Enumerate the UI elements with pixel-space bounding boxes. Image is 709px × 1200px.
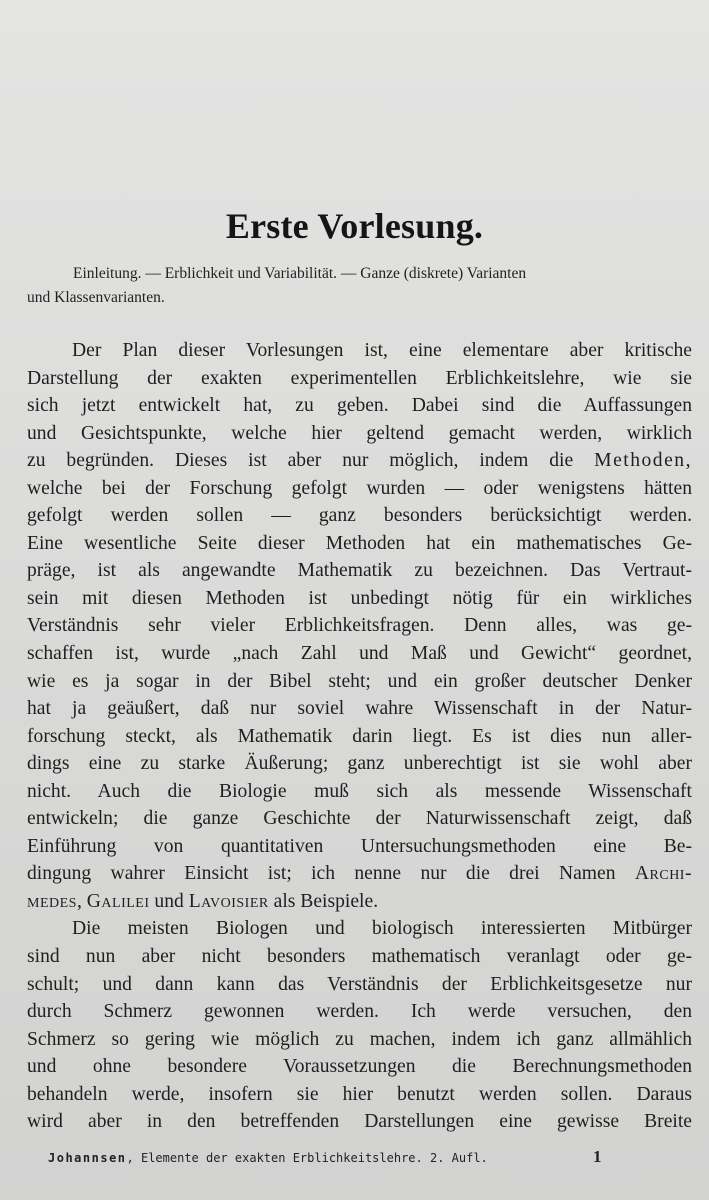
text-line: Der Plan dieser Vorlesungen ist, eine elementare aber kritische — [72, 340, 692, 361]
summary-line: und Klassenvarianten. — [27, 289, 165, 306]
text-fragment: , — [76, 890, 82, 912]
body-text — [27, 337, 692, 1136]
footer-signature — [48, 1151, 488, 1165]
chapter-summary — [27, 262, 691, 310]
footer-book-title: , Elemente der exakten Erblichkeitslehre. 2. Aufl. — [126, 1151, 488, 1165]
text-line: und ohne besondere Voraussetzungen die Berechnungsmethoden — [27, 1056, 692, 1078]
summary-line: Einleitung. — Erblichkeit und Variabilität. — Ganze (diskrete) Varianten — [73, 265, 527, 282]
text-fragment: dingung wahrer Einsicht ist; ich nenne nur die drei Namen — [27, 863, 616, 885]
text-line: und Gesichtspunkte, welche hier geltend gemacht werden, wirklich — [27, 422, 692, 444]
text-line: Einführung von quantitativen Untersuchungsmethoden eine Be- — [27, 835, 692, 857]
text-line: präge, ist als angewandte Mathematik zu bezeichnen. Das Vertraut- — [27, 560, 692, 582]
name-archimedes-part2: medes — [27, 890, 77, 912]
spaced-emphasis: Methoden, — [594, 450, 692, 472]
text-line — [27, 888, 692, 916]
paragraph-2 — [27, 915, 692, 1135]
text-line: schult; und dann kann das Verständnis der Erblichkeitsgesetze nur — [27, 973, 692, 995]
text-line: entwickeln; die ganze Geschichte der Naturwissenschaft zeigt, daß — [27, 808, 692, 830]
text-line: Schmerz so gering wie möglich zu machen, indem ich ganz allmählich — [27, 1028, 692, 1050]
text-line: welche bei der Forschung gefolgt wurden — oder wenigstens hätten — [27, 477, 692, 499]
text-line: gefolgt werden sollen — ganz besonders berücksichtigt werden. — [27, 505, 692, 527]
text-line: wird aber in den betreffenden Darstellungen eine gewisse Breite — [27, 1111, 692, 1133]
paragraph-1 — [27, 337, 692, 915]
name-lavoisier: Lavoisier — [188, 890, 269, 912]
text-line — [27, 860, 692, 888]
name-archimedes-part1: Archi- — [634, 863, 692, 885]
text-line: forschung steckt, als Mathematik darin liegt. Es ist dies nun aller- — [27, 725, 692, 747]
text-line: Darstellung der exakten experimentellen Erblichkeitslehre, wie sie — [27, 367, 692, 389]
text-fragment: und — [154, 890, 184, 912]
text-line: durch Schmerz gewonnen werden. Ich werde versuchen, den — [27, 1001, 692, 1023]
name-galilei: Galilei — [86, 890, 150, 912]
text-fragment: als Beispiele. — [273, 890, 379, 912]
text-line: sich jetzt entwickelt hat, zu geben. Dabei sind die Auffassungen — [27, 395, 692, 417]
footer-author: Johannsen — [48, 1151, 127, 1165]
text-line: schaffen ist, wurde „nach Zahl und Maß und Gewicht“ geordnet, — [27, 643, 692, 665]
text-line: wie es ja sogar in der Bibel steht; und ein großer deutscher Denker — [27, 670, 692, 692]
text-line: Die meisten Biologen und biologisch interessierten Mitbürger — [72, 918, 692, 940]
text-line — [27, 447, 692, 475]
text-fragment: zu begründen. Dieses ist aber nur möglich, indem die — [27, 450, 574, 472]
text-line: Eine wesentliche Seite dieser Methoden hat ein mathematisches Ge- — [27, 532, 692, 554]
text-line: nicht. Auch die Biologie muß sich als messende Wissenschaft — [27, 780, 692, 802]
text-line: sein mit diesen Methoden ist unbedingt nötig für ein wirkliches — [27, 587, 692, 609]
text-line: dings eine zu starke Äußerung; ganz unberechtigt ist sie wohl aber — [27, 753, 692, 775]
text-line: Verständnis sehr vieler Erblichkeitsfragen. Denn alles, was ge- — [27, 615, 692, 637]
text-line: sind nun aber nicht besonders mathematisch veranlagt oder ge- — [27, 946, 692, 968]
page-number: 1 — [593, 1147, 602, 1166]
text-line: behandeln werde, insofern sie hier benutzt werden sollen. Daraus — [27, 1083, 692, 1105]
text-line: hat ja geäußert, daß nur soviel wahre Wissenschaft in der Natur- — [27, 698, 692, 720]
chapter-title: Erste Vorlesung. — [225, 206, 484, 246]
